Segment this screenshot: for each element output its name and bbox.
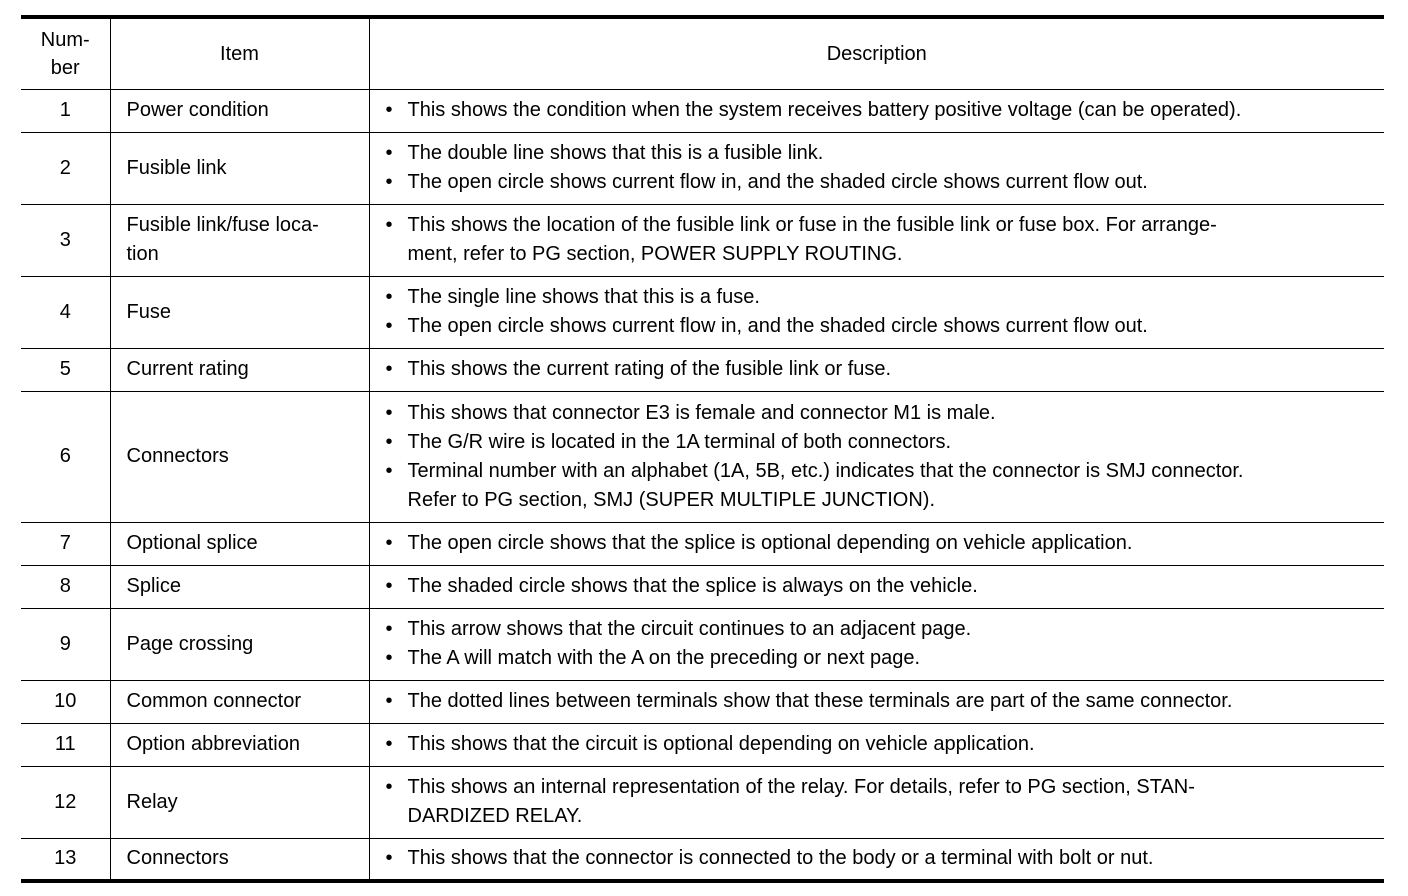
row-description [369,89,1384,132]
description-bullet: • This arrow shows that the circuit continues to an adjacent page. [384,615,1379,644]
row-item: Fuse [110,276,369,348]
row-number: 9 [21,608,110,680]
row-description [369,608,1384,680]
table-row [21,89,1384,132]
row-item: Connectors [110,391,369,522]
row-number: 11 [21,723,110,766]
row-description [369,565,1384,608]
description-bullet: • The open circle shows that the splice is optional depending on vehicle application. [384,529,1379,558]
description-bullet: • This shows that connector E3 is female and connector M1 is male. [384,399,1379,428]
row-description [369,522,1384,565]
description-list [384,773,1379,831]
description-list [384,355,1379,384]
table-row [21,132,1384,204]
table-row [21,204,1384,276]
table-row [21,391,1384,522]
description-bullet: • The G/R wire is located in the 1A terminal of both connectors. [384,428,1379,457]
description-bullet: • The open circle shows current flow in, and the shaded circle shows current flow out. [384,312,1379,341]
row-number: 13 [21,838,110,881]
row-item: Option abbreviation [110,723,369,766]
row-description [369,766,1384,838]
description-bullet: • The open circle shows current flow in, and the shaded circle shows current flow out. [384,168,1379,197]
table-row [21,348,1384,391]
description-bullet: • This shows the condition when the system receives battery positive voltage (can be operated). [384,96,1379,125]
row-number: 7 [21,522,110,565]
table-row [21,276,1384,348]
row-description [369,204,1384,276]
description-bullet: • This shows that the circuit is optional depending on vehicle application. [384,730,1379,759]
row-item: Connectors [110,838,369,881]
table-row [21,522,1384,565]
row-description [369,680,1384,723]
row-description [369,838,1384,881]
table-row [21,838,1384,881]
row-item: Current rating [110,348,369,391]
description-bullet: • This shows the location of the fusible link or fuse in the fusible link or fuse box. For arrange- ment, refer to PG section, POWER SUPPLY ROUTING. [384,211,1379,269]
header-item: Item [110,17,369,89]
row-number: 12 [21,766,110,838]
table-row [21,565,1384,608]
description-bullet: • This shows an internal representation of the relay. For details, refer to PG section, STAN- DARDIZED RELAY. [384,773,1379,831]
description-bullet: • The A will match with the A on the preceding or next page. [384,644,1379,673]
table-body [21,89,1384,881]
symbols-table [21,15,1384,883]
description-bullet: • The double line shows that this is a fusible link. [384,139,1379,168]
description-list [384,687,1379,716]
description-bullet: • This shows the current rating of the fusible link or fuse. [384,355,1379,384]
row-number: 1 [21,89,110,132]
description-bullet: • The shaded circle shows that the splice is always on the vehicle. [384,572,1379,601]
row-item: Page crossing [110,608,369,680]
description-bullet: • The single line shows that this is a fuse. [384,283,1379,312]
row-number: 8 [21,565,110,608]
description-bullet: • The dotted lines between terminals show that these terminals are part of the same connector. [384,687,1379,716]
row-item: Relay [110,766,369,838]
row-description [369,348,1384,391]
description-list [384,615,1379,673]
table-row [21,766,1384,838]
description-bullet: • This shows that the connector is connected to the body or a terminal with bolt or nut. [384,844,1379,873]
table-header-row [21,17,1384,89]
header-description: Description [369,17,1384,89]
row-item: Splice [110,565,369,608]
row-number: 10 [21,680,110,723]
description-list [384,529,1379,558]
description-list [384,844,1379,873]
row-number: 2 [21,132,110,204]
row-description [369,132,1384,204]
row-number: 6 [21,391,110,522]
row-description [369,391,1384,522]
description-list [384,211,1379,269]
row-number: 5 [21,348,110,391]
table-row [21,723,1384,766]
header-number: Num- ber [21,17,110,89]
row-item: Power condition [110,89,369,132]
row-item: Common connector [110,680,369,723]
description-list [384,96,1379,125]
description-list [384,399,1379,515]
description-list [384,572,1379,601]
description-bullet: • Terminal number with an alphabet (1A, 5B, etc.) indicates that the connector is SMJ connector. Refer to PG section, SMJ (SUPER MULTIPLE JUNCTION). [384,457,1379,515]
row-item: Fusible link [110,132,369,204]
description-list [384,139,1379,197]
row-number: 3 [21,204,110,276]
table-row [21,680,1384,723]
row-item: Optional splice [110,522,369,565]
row-number: 4 [21,276,110,348]
description-list [384,730,1379,759]
description-list [384,283,1379,341]
row-item: Fusible link/fuse loca- tion [110,204,369,276]
table-row [21,608,1384,680]
row-description [369,723,1384,766]
row-description [369,276,1384,348]
